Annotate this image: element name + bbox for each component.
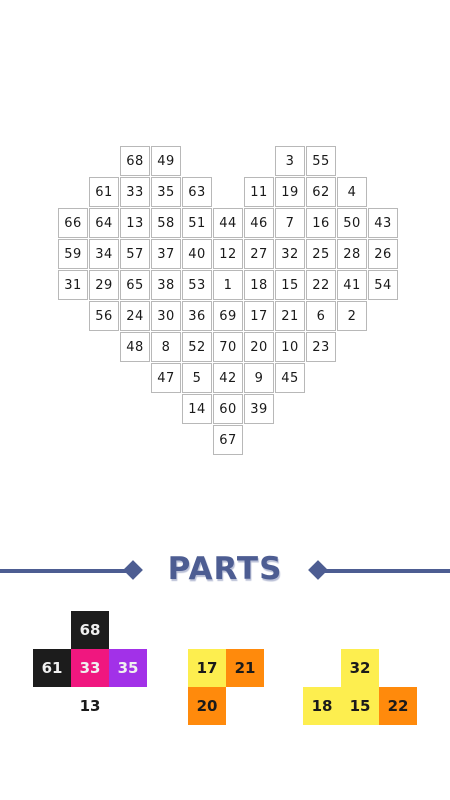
- board-cell[interactable]: 58: [151, 208, 181, 238]
- piece-cell: 22: [379, 687, 417, 725]
- board-cell[interactable]: 45: [275, 363, 305, 393]
- board-cell[interactable]: 65: [120, 270, 150, 300]
- board-cell[interactable]: 67: [213, 425, 243, 455]
- board-cell[interactable]: 33: [120, 177, 150, 207]
- piece-cell: 20: [188, 687, 226, 725]
- board-cell[interactable]: 44: [213, 208, 243, 238]
- piece-cell: 15: [341, 687, 379, 725]
- board-cell[interactable]: 36: [182, 301, 212, 331]
- piece-cell: 17: [188, 649, 226, 687]
- parts-header: [0, 548, 450, 594]
- piece-cell: 13: [71, 687, 109, 725]
- piece-cell: 18: [303, 687, 341, 725]
- board-cell[interactable]: 60: [213, 394, 243, 424]
- board-cell[interactable]: 50: [337, 208, 367, 238]
- board-cell[interactable]: 46: [244, 208, 274, 238]
- board-cell[interactable]: 22: [306, 270, 336, 300]
- header-diamond-left: [123, 560, 143, 580]
- board-cell[interactable]: 2: [337, 301, 367, 331]
- board-cell[interactable]: 37: [151, 239, 181, 269]
- board-cell[interactable]: 25: [306, 239, 336, 269]
- piece-cell: 61: [33, 649, 71, 687]
- board-cell[interactable]: 47: [151, 363, 181, 393]
- board-cell[interactable]: 51: [182, 208, 212, 238]
- board-cell[interactable]: 23: [306, 332, 336, 362]
- header-line-right: [324, 569, 450, 573]
- board-cell[interactable]: 4: [337, 177, 367, 207]
- board-cell[interactable]: 26: [368, 239, 398, 269]
- board-cell[interactable]: 40: [182, 239, 212, 269]
- board-cell[interactable]: 1: [213, 270, 243, 300]
- board-cell[interactable]: 42: [213, 363, 243, 393]
- parts-title: PARTS: [167, 551, 283, 587]
- board-cell[interactable]: 19: [275, 177, 305, 207]
- board-cell[interactable]: 55: [306, 146, 336, 176]
- board-cell[interactable]: 8: [151, 332, 181, 362]
- piece-cell: 35: [109, 649, 147, 687]
- board-cell[interactable]: 64: [89, 208, 119, 238]
- board-cell[interactable]: 41: [337, 270, 367, 300]
- board-cell[interactable]: 13: [120, 208, 150, 238]
- board-cell[interactable]: 63: [182, 177, 212, 207]
- piece-cell: 68: [71, 611, 109, 649]
- board-cell[interactable]: 69: [213, 301, 243, 331]
- board-cell[interactable]: 27: [244, 239, 274, 269]
- board-cell[interactable]: 48: [120, 332, 150, 362]
- board-cell[interactable]: 15: [275, 270, 305, 300]
- board-cell[interactable]: 32: [275, 239, 305, 269]
- board-cell[interactable]: 43: [368, 208, 398, 238]
- board-cell[interactable]: 35: [151, 177, 181, 207]
- board-cell[interactable]: 12: [213, 239, 243, 269]
- board-cell[interactable]: 62: [306, 177, 336, 207]
- board-cell[interactable]: 66: [58, 208, 88, 238]
- piece-cell: 33: [71, 649, 109, 687]
- board-cell[interactable]: 49: [151, 146, 181, 176]
- board-cell[interactable]: 57: [120, 239, 150, 269]
- board-cell[interactable]: 11: [244, 177, 274, 207]
- board-cell[interactable]: 17: [244, 301, 274, 331]
- board-cell[interactable]: 24: [120, 301, 150, 331]
- board-cell[interactable]: 9: [244, 363, 274, 393]
- board-cell[interactable]: 39: [244, 394, 274, 424]
- board-cell[interactable]: 18: [244, 270, 274, 300]
- board-cell[interactable]: 38: [151, 270, 181, 300]
- board-cell[interactable]: 68: [120, 146, 150, 176]
- board-cell[interactable]: 10: [275, 332, 305, 362]
- board-cell[interactable]: 56: [89, 301, 119, 331]
- board-cell[interactable]: 54: [368, 270, 398, 300]
- board-cell[interactable]: 34: [89, 239, 119, 269]
- board-cell[interactable]: 53: [182, 270, 212, 300]
- board-cell[interactable]: 7: [275, 208, 305, 238]
- piece-cell: 32: [341, 649, 379, 687]
- board-cell[interactable]: 20: [244, 332, 274, 362]
- board-cell[interactable]: 59: [58, 239, 88, 269]
- board-cell[interactable]: 30: [151, 301, 181, 331]
- header-line-left: [0, 569, 128, 573]
- board-cell[interactable]: 52: [182, 332, 212, 362]
- board-cell[interactable]: 6: [306, 301, 336, 331]
- piece-cell: 21: [226, 649, 264, 687]
- board-cell[interactable]: 16: [306, 208, 336, 238]
- board-cell[interactable]: 5: [182, 363, 212, 393]
- board-cell[interactable]: 31: [58, 270, 88, 300]
- board-cell[interactable]: 70: [213, 332, 243, 362]
- board-cell[interactable]: 14: [182, 394, 212, 424]
- board-cell[interactable]: 61: [89, 177, 119, 207]
- board-cell[interactable]: 21: [275, 301, 305, 331]
- board-cell[interactable]: 29: [89, 270, 119, 300]
- board-cell[interactable]: 3: [275, 146, 305, 176]
- board-cell[interactable]: 28: [337, 239, 367, 269]
